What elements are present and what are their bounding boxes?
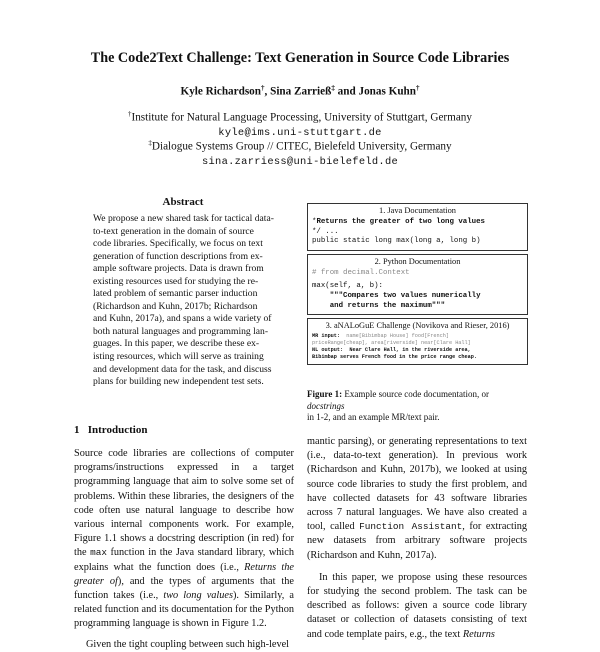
affiliation-mark: ‡ bbox=[331, 84, 335, 92]
email: sina.zarriess@uni-bielefeld.de bbox=[201, 155, 399, 168]
affiliation-2: ‡Dialogue Systems Group // CITEC, Bielefeld University, Germany sina.zarriess@uni-bielefeld.de bbox=[0, 136, 600, 170]
affiliation-mark: † bbox=[416, 84, 420, 92]
docstring: and returns the maximum""" bbox=[312, 301, 446, 310]
paragraph: mantic parsing), or generating representations to text (i.e., data-to-text generation). In previous work (Richardson and Kuhn, 2017b), we looked at using source code libraries to study the first problem, and have collected datasets for 43 software libraries across 7 natural languages. We have also created a tool, called Function Assistant, for extracting new datasets from arbitrary software projects (Richardson and Kuhn, 2017a). bbox=[307, 436, 527, 561]
email: kyle@ims.uni-stuttgart.de bbox=[218, 126, 382, 139]
author-name: Kyle Richardson bbox=[180, 85, 261, 98]
mr-input: priceRange[cheap], area[riverside] near[Clare Hall] bbox=[312, 340, 471, 347]
affiliation-name: Institute for Natural Language Processing, University of Stuttgart, Germany bbox=[131, 111, 472, 124]
python-doc-box bbox=[307, 254, 528, 315]
nl-output: NL output: Near Clare Hall, in the riverside area, bbox=[312, 347, 471, 354]
code-line: public static long max(long a, long b) bbox=[312, 237, 481, 246]
figure-caption: Figure 1: Example source code documentation, or docstrings in 1-2, and an example MR/text pair. bbox=[307, 389, 490, 422]
abstract-line: code libraries. Specifically, we focus on text bbox=[93, 238, 263, 250]
java-doc-box bbox=[307, 203, 528, 251]
abstract-line: existing resources used for studying the re- bbox=[93, 275, 259, 287]
nl-output: Bibimbap serves French food in the price range cheap. bbox=[312, 354, 477, 361]
abstract-line: and Kuhn, 2017a), and spans a wide variety of bbox=[93, 313, 272, 325]
code-line: */ ... bbox=[312, 227, 339, 236]
docstring: """Compares two values numerically bbox=[312, 291, 481, 300]
affiliation-name: Dialogue Systems Group // CITEC, Bielefeld University, Germany bbox=[151, 140, 452, 153]
figure-1 bbox=[307, 203, 528, 368]
affiliation-1: †Institute for Natural Language Processing, University of Stuttgart, Germany kyle@ims.uni-stuttgart.de bbox=[0, 107, 600, 141]
box-title: 1. Java Documentation bbox=[379, 206, 456, 215]
abstract-line: and development data for the task, and discuss bbox=[93, 363, 272, 375]
body-right-column bbox=[307, 435, 527, 642]
docstring: Returns the greater of two long values bbox=[316, 218, 485, 226]
abstract-body bbox=[93, 213, 274, 389]
code-line: *Returns the greater of two long values bbox=[312, 218, 485, 226]
abstract-line: to-text generation in the domain of source bbox=[93, 225, 254, 237]
box-title: 3. aNALoGuE Challenge (Novikova and Rieser, 2016) bbox=[325, 321, 510, 331]
abstract-line: isting resources, which will serve as training bbox=[93, 351, 264, 363]
abstract-line: We propose a new shared task for tactical data- bbox=[93, 213, 274, 224]
abstract-line: lated problem of semantic parser induction bbox=[93, 288, 258, 300]
abstract-line: (Richardson and Kuhn, 2017b; Richardson bbox=[93, 300, 258, 312]
author-name: Sina Zarrieß bbox=[270, 85, 332, 98]
paragraph: Source code libraries are collections of computer programs/instructions expressed in a target programming language that aim to solve some set of problems. Within these libraries, the designers of the code often use natural language to describe how various internal components work. For example, Figure 1.1 shows a docstring description (in red) for the max function in the Java standard library, which explains what the function does (i.e., Returns the greater of), and the types of arguments that the function takes (i.e., two long values). Similarly, a related function and its documentation for the Python programming language is shown in Figure 1.2. bbox=[74, 448, 294, 630]
abstract-heading: Abstract bbox=[162, 196, 204, 208]
paragraph: In this paper, we propose using these resources for studying the second problem. The task can be described as follows: given a source code library dataset or collection of datasets consisting of text and code template pairs, e.g., the text Returns bbox=[307, 571, 527, 640]
author-list: Kyle Richardson†, Sina Zarrieß‡ and Jonas Kuhn† bbox=[180, 84, 420, 98]
paragraph: Given the tight coupling between such high-level bbox=[86, 638, 290, 650]
paper-title: The Code2Text Challenge: Text Generation in Source Code Libraries bbox=[90, 50, 510, 66]
author-name: Jonas Kuhn bbox=[358, 85, 416, 98]
abstract-line: ample software projects. Data is drawn from bbox=[93, 263, 264, 275]
mr-input: MR input: name[Bibimbap House] food[French] bbox=[312, 333, 449, 340]
code-line: max(self, a, b): bbox=[312, 282, 383, 291]
code-comment: # from decimal.Context bbox=[312, 268, 410, 277]
section-heading: 1 Introduction bbox=[74, 424, 148, 436]
abstract-line: generation of function descriptions from ex- bbox=[93, 250, 263, 262]
box-title: 2. Python Documentation bbox=[374, 256, 461, 266]
abstract-line: plans for building new independent test sets. bbox=[93, 376, 264, 388]
abstract-line: both natural languages and programming lan- bbox=[93, 325, 269, 337]
abstract-line: guages. In this paper, we describe these ex- bbox=[93, 338, 260, 350]
analogue-box bbox=[307, 318, 528, 365]
affiliation-mark: † bbox=[261, 84, 265, 92]
body-left-column bbox=[74, 447, 294, 652]
